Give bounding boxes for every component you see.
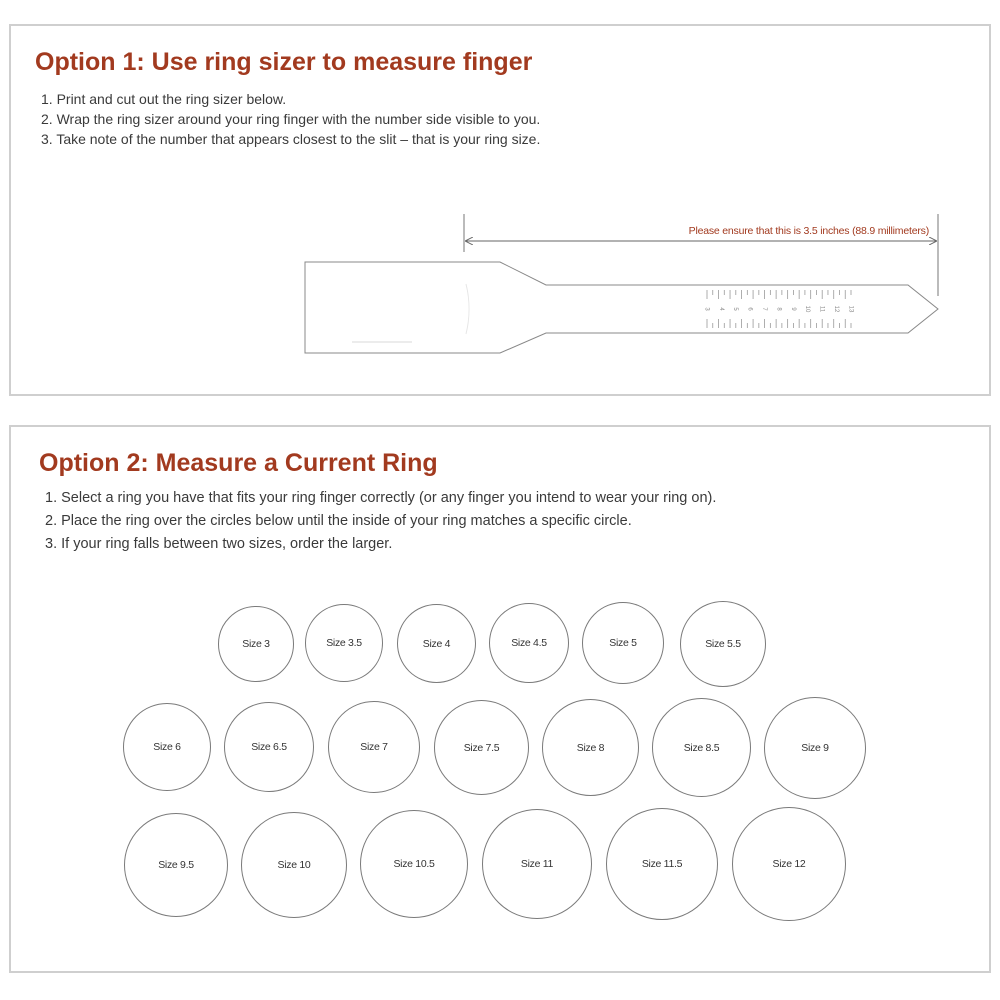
ring-circle-size-7 bbox=[328, 701, 420, 793]
ring-circle-size-10-5 bbox=[360, 810, 468, 918]
sizer-scale-number: 3 bbox=[703, 307, 710, 311]
ring-circle-size-4-5 bbox=[489, 603, 569, 683]
sizer-scale-number: 5 bbox=[732, 307, 739, 311]
option1-title: Option 1: Use ring sizer to measure finger bbox=[35, 48, 533, 76]
ring-size-label: Size 4 bbox=[422, 637, 451, 650]
sizer-scale-number: 4 bbox=[717, 307, 724, 311]
option1-step-2: 2. Wrap the ring sizer around your ring finger with the number side visible to you. bbox=[41, 111, 541, 127]
ring-size-label: Size 6.5 bbox=[251, 741, 287, 753]
ring-circle-size-11-5 bbox=[606, 808, 718, 920]
ring-circle-size-8-5 bbox=[652, 698, 751, 797]
ring-circle-size-5 bbox=[582, 602, 664, 684]
ring-size-label: Size 10 bbox=[277, 859, 311, 871]
ring-circle-size-6-5 bbox=[224, 702, 314, 792]
ring-circle-size-3 bbox=[218, 606, 294, 682]
ring-size-label: Size 3.5 bbox=[326, 637, 362, 649]
option1-step-3: 3. Take note of the number that appears closest to the slit – that is your ring size. bbox=[41, 131, 541, 147]
sizer-scale-number: 12 bbox=[833, 305, 840, 313]
ring-size-label: Size 9 bbox=[801, 742, 829, 754]
ring-size-label: Size 3 bbox=[242, 638, 270, 650]
sizer-scale-number: 10 bbox=[804, 305, 811, 313]
ring-circle-size-9 bbox=[764, 697, 866, 799]
ring-circle-size-8 bbox=[542, 699, 639, 796]
ring-size-label: Size 10.5 bbox=[393, 858, 435, 870]
sizer-strip bbox=[305, 262, 938, 353]
ring-size-label: Size 11 bbox=[520, 858, 554, 870]
measure-note: Please ensure that this is 3.5 inches (88.9 millimeters) bbox=[688, 225, 929, 237]
option2-steps bbox=[45, 487, 716, 556]
ring-circle-size-3-5 bbox=[305, 604, 383, 682]
ring-size-label: Size 7 bbox=[360, 741, 388, 753]
ring-circle-size-5-5 bbox=[680, 601, 766, 687]
option2-step-2: 2. Place the ring over the circles below until the inside of your ring matches a specific circle. bbox=[45, 513, 632, 529]
ring-size-label: Size 9.5 bbox=[158, 859, 194, 871]
ring-size-label: Size 7.5 bbox=[463, 741, 500, 754]
sizer-scale-number: 9 bbox=[789, 307, 796, 311]
ring-circle-size-11 bbox=[482, 809, 592, 919]
option1-step-1: 1. Print and cut out the ring sizer below. bbox=[41, 91, 287, 107]
ring-size-label: Size 5.5 bbox=[705, 638, 741, 650]
ring-circle-size-12 bbox=[732, 807, 846, 921]
ring-circle-size-10 bbox=[241, 812, 347, 918]
ring-circle-size-7-5 bbox=[434, 700, 529, 795]
sizer-scale-number: 11 bbox=[818, 305, 825, 313]
sizer-scale-number: 13 bbox=[847, 305, 854, 313]
ring-size-label: Size 5 bbox=[609, 637, 637, 649]
ring-sizer-illustration bbox=[0, 0, 1000, 400]
sizer-scale-number: 7 bbox=[761, 307, 768, 311]
ring-circle-size-6 bbox=[123, 703, 211, 791]
sizer-scale-number: 8 bbox=[775, 307, 782, 311]
ring-size-label: Size 8.5 bbox=[683, 741, 720, 754]
ring-size-label: Size 4.5 bbox=[511, 637, 547, 649]
ring-size-label: Size 6 bbox=[153, 741, 181, 753]
ring-size-label: Size 12 bbox=[772, 858, 806, 870]
option2-title: Option 2: Measure a Current Ring bbox=[39, 449, 438, 477]
ring-circle-size-9-5 bbox=[124, 813, 228, 917]
option2-step-3: 3. If your ring falls between two sizes, order the larger. bbox=[45, 536, 393, 552]
option2-step-1: 1. Select a ring you have that fits your ring finger correctly (or any finger you intend to wear your ring on). bbox=[45, 490, 717, 506]
ring-size-label: Size 8 bbox=[576, 741, 605, 754]
sizer-scale-number: 6 bbox=[746, 307, 753, 311]
ring-circle-size-4 bbox=[397, 604, 476, 683]
ring-size-label: Size 11.5 bbox=[641, 858, 683, 870]
